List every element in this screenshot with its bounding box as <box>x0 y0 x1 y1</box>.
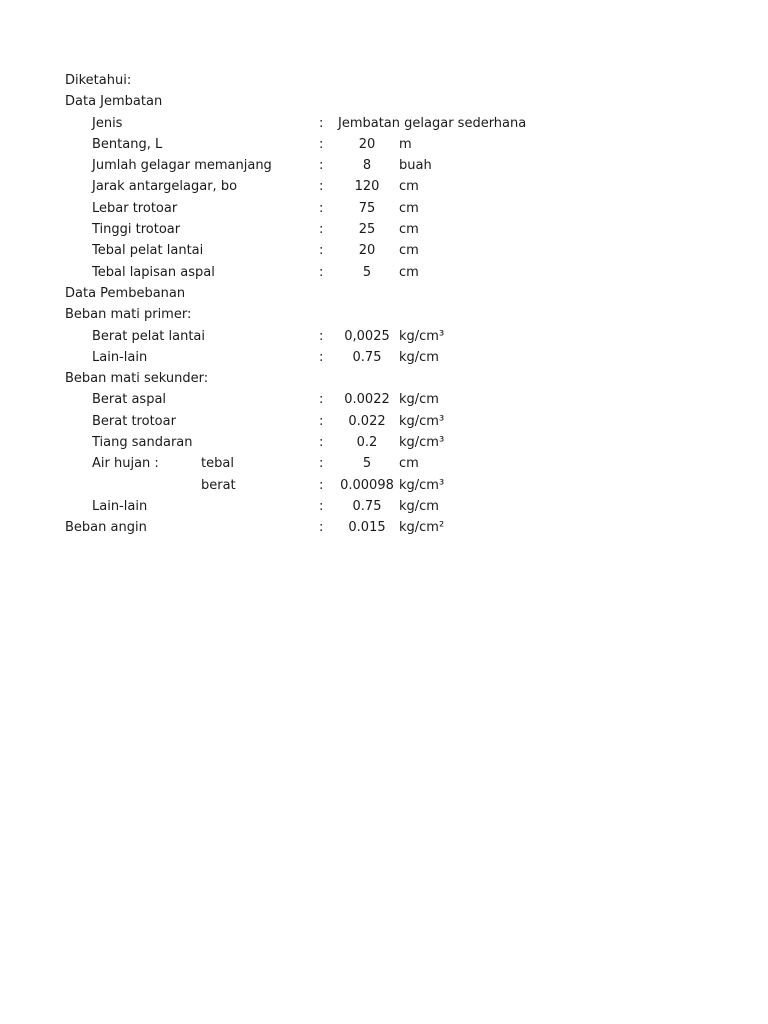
data-row-air-hujan-tebal <box>0 453 768 474</box>
row-label: Lebar trotoar <box>92 200 178 216</box>
row-label: Tebal pelat lantai <box>92 243 204 259</box>
colon: : <box>319 158 324 174</box>
row-unit: cm <box>399 243 419 259</box>
row-unit: cm <box>399 222 419 238</box>
row-value: 20 <box>358 243 376 259</box>
heading: Diketahui: <box>65 73 132 88</box>
section-title-row <box>0 91 768 112</box>
data-row-berat-trotoar <box>0 411 768 432</box>
subsection-title: Beban mati sekunder: <box>65 371 209 387</box>
row-value: 0.75 <box>352 498 382 514</box>
worksheet <box>0 70 768 539</box>
row-unit: kg/cm <box>399 392 439 408</box>
row-unit: cm <box>399 179 419 195</box>
row-unit: kg/cm² <box>399 520 445 536</box>
row-unit: kg/cm³ <box>399 328 445 344</box>
row-label: Tiang sandaran <box>92 435 193 451</box>
colon: : <box>319 349 324 365</box>
row-label: Berat trotoar <box>92 413 176 429</box>
data-row-lain-lain-sekunder <box>0 496 768 517</box>
row-value: 20 <box>358 136 376 152</box>
colon: : <box>319 264 324 280</box>
row-sublabel: berat <box>201 477 236 493</box>
colon: : <box>319 477 324 493</box>
row-value: Jembatan gelagar sederhana <box>338 115 527 131</box>
row-unit: kg/cm³ <box>399 435 445 451</box>
colon: : <box>319 243 324 259</box>
row-unit: kg/cm <box>399 498 439 514</box>
data-row-air-hujan-berat <box>0 475 768 496</box>
row-value: 120 <box>354 179 380 195</box>
data-row-jumlah-gelagar <box>0 155 768 176</box>
data-row-tebal-aspal <box>0 262 768 283</box>
subsection-title-row <box>0 368 768 389</box>
section-title-row <box>0 283 768 304</box>
row-unit: buah <box>399 158 432 174</box>
row-unit: cm <box>399 200 419 216</box>
row-unit: kg/cm <box>399 349 439 365</box>
subsection-title: Beban mati primer: <box>65 307 192 323</box>
row-label: Lain-lain <box>92 349 148 365</box>
section-title: Data Pembebanan <box>65 285 186 301</box>
data-row-lebar-trotoar <box>0 198 768 219</box>
data-row-berat-pelat <box>0 326 768 347</box>
row-value: 75 <box>358 200 376 216</box>
row-label: Tebal lapisan aspal <box>92 264 215 280</box>
row-label: Berat pelat lantai <box>92 328 206 344</box>
row-label: Lain-lain <box>92 498 148 514</box>
row-value: 0.015 <box>348 520 386 536</box>
colon: : <box>319 498 324 514</box>
row-label: Berat aspal <box>92 392 167 408</box>
row-label: Jenis <box>92 115 123 131</box>
data-row-berat-aspal <box>0 389 768 410</box>
data-row-tiang-sandaran <box>0 432 768 453</box>
colon: : <box>319 413 324 429</box>
colon: : <box>319 222 324 238</box>
row-value: 0,0025 <box>344 328 390 344</box>
data-row-lain-lain-primer <box>0 347 768 368</box>
data-row-bentang <box>0 134 768 155</box>
data-row-beban-angin <box>0 517 768 538</box>
data-row-jenis <box>0 113 768 134</box>
row-value: 0.00098 <box>340 477 394 493</box>
colon: : <box>319 456 324 472</box>
data-row-tebal-pelat <box>0 240 768 261</box>
row-unit: cm <box>399 456 419 472</box>
colon: : <box>319 115 324 131</box>
row-value: 5 <box>362 264 372 280</box>
row-value: 0.0022 <box>344 392 390 408</box>
row-unit: kg/cm³ <box>399 413 445 429</box>
colon: : <box>319 136 324 152</box>
row-unit: m <box>399 136 412 152</box>
colon: : <box>319 520 324 536</box>
row-value: 5 <box>362 456 372 472</box>
row-label: Jarak antargelagar, bo <box>92 179 238 195</box>
row-sublabel: tebal <box>201 456 234 472</box>
colon: : <box>319 435 324 451</box>
subsection-title-row <box>0 304 768 325</box>
section-title: Data Jembatan <box>65 94 163 110</box>
heading-row <box>0 70 768 91</box>
row-value: 0.75 <box>352 349 382 365</box>
row-label: Tinggi trotoar <box>92 222 181 238</box>
row-value: 0.022 <box>348 413 386 429</box>
row-unit: kg/cm³ <box>399 477 445 493</box>
data-row-jarak <box>0 176 768 197</box>
row-label: Beban angin <box>65 520 147 536</box>
row-label: Bentang, L <box>92 136 163 152</box>
data-row-tinggi-trotoar <box>0 219 768 240</box>
row-label: Jumlah gelagar memanjang <box>92 158 272 174</box>
colon: : <box>319 328 324 344</box>
colon: : <box>319 200 324 216</box>
row-unit: cm <box>399 264 419 280</box>
colon: : <box>319 392 324 408</box>
row-label: Air hujan : <box>92 456 159 472</box>
row-value: 0.2 <box>356 435 378 451</box>
row-value: 8 <box>362 158 372 174</box>
row-value: 25 <box>358 222 376 238</box>
colon: : <box>319 179 324 195</box>
